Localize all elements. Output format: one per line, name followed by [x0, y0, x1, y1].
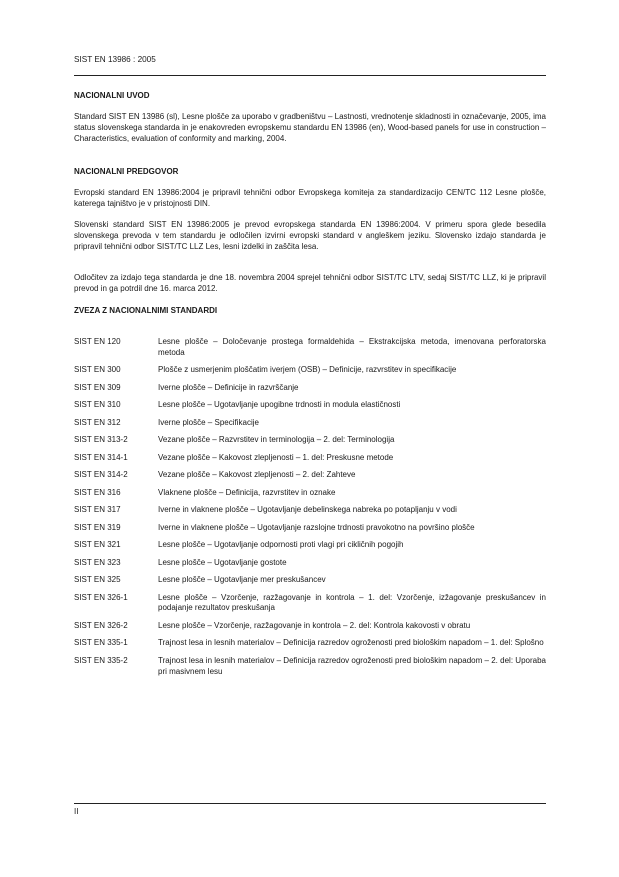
standard-title: Lesne plošče – Ugotavljanje gostote — [158, 557, 287, 567]
standards-table — [74, 337, 546, 684]
standard-code: SIST EN 323 — [74, 557, 121, 567]
standard-code: SIST EN 326-2 — [74, 620, 128, 630]
page-number: II — [74, 807, 79, 816]
standard-code: SIST EN 309 — [74, 382, 121, 392]
table-row — [74, 505, 546, 516]
table-row — [74, 558, 546, 569]
standard-title: Iverne plošče – Definicije in razvrščanje — [158, 382, 299, 392]
header-rule — [74, 75, 546, 76]
table-row — [74, 365, 546, 376]
standard-code: SIST EN 313-2 — [74, 435, 128, 445]
standard-title: Lesne plošče – Ugotavljanje upogibne trdnosti in modula elastičnosti — [158, 400, 401, 410]
footer-rule — [74, 803, 546, 804]
table-row — [74, 383, 546, 394]
heading-nacionalni-uvod: NACIONALNI UVOD — [74, 91, 150, 100]
standard-code: SIST EN 321 — [74, 540, 121, 550]
standard-title: Iverne in vlaknene plošče – Ugotavljanje razslojne trdnosti pravokotno na površino plošče — [158, 522, 475, 532]
standard-code: SIST EN 120 — [74, 337, 121, 346]
standard-code: SIST EN 316 — [74, 487, 121, 497]
standard-title: Iverne in vlaknene plošče – Ugotavljanje debelinskega nabreka po potapljanju v vodi — [158, 505, 457, 515]
running-header: SIST EN 13986 : 2005 — [74, 55, 156, 64]
standard-title: Lesne plošče – Določevanje prostega formaldehida – Ekstrakcijska metoda, imenovana perforatorska metoda — [158, 337, 546, 357]
standard-code: SIST EN 314-1 — [74, 452, 128, 462]
standard-title: Lesne plošče – Ugotavljanje odpornosti proti vlagi pri cikličnih pogojih — [158, 540, 404, 550]
table-row — [74, 337, 546, 359]
heading-nacionalni-predgovor: NACIONALNI PREDGOVOR — [74, 167, 179, 176]
paragraph-predgovor-2: Slovenski standard SIST EN 13986:2005 je prevod evropskega standarda EN 13986:2004. V primeru spora glede besedila slovenskega prevoda v tem standardu je odločilen izvirni evropski standard v angleškem jeziku. Slovensko izdajo standarda je pripravil tehnični odbor SIST/TC LLZ Les, lesni izdelki in zaščita lesa. — [74, 220, 546, 251]
table-row — [74, 540, 546, 551]
table-row — [74, 470, 546, 481]
table-row — [74, 638, 546, 649]
standard-title: Vlaknene plošče – Definicija, razvrstitev in oznake — [158, 487, 336, 497]
table-row — [74, 418, 546, 429]
standard-title: Iverne plošče – Specifikacije — [158, 417, 259, 427]
paragraph-predgovor-1: Evropski standard EN 13986:2004 je pripravil tehnični odbor Evropskega komiteja za standardizacijo CEN/TC 112 Lesne plošče, katerega tajništvo je v pristojnosti DIN. — [74, 188, 546, 208]
table-row — [74, 621, 546, 632]
standard-code: SIST EN 314-2 — [74, 470, 128, 480]
standard-title: Lesne plošče – Vzorčenje, razžagovanje in kontrola – 1. del: Vzorčenje, izžagovanje preskušancev in podajanje rezultatov preskušanja — [158, 592, 546, 613]
table-row — [74, 488, 546, 499]
standard-title: Vezane plošče – Kakovost zlepljenosti – 1. del: Preskusne metode — [158, 452, 394, 462]
table-row — [74, 400, 546, 411]
paragraph-predgovor-3: Odločitev za izdajo tega standarda je dne 18. novembra 2004 sprejel tehnični odbor SIST/TC LTV, sedaj SIST/TC LLZ, ki je pripravil prevod in ga potrdil dne 16. marca 2012. — [74, 273, 546, 293]
standard-title: Lesne plošče – Vzorčenje, razžagovanje in kontrola – 2. del: Kontrola kakovosti v obratu — [158, 620, 471, 630]
table-row — [74, 453, 546, 464]
standard-code: SIST EN 325 — [74, 575, 121, 585]
standard-code: SIST EN 312 — [74, 417, 121, 427]
standard-code: SIST EN 326-1 — [74, 592, 128, 602]
table-row — [74, 656, 546, 678]
standard-title: Lesne plošče – Ugotavljanje mer preskušancev — [158, 575, 326, 585]
standard-code: SIST EN 335-1 — [74, 638, 128, 648]
standard-title: Trajnost lesa in lesnih materialov – Definicija razredov ogroženosti pred biološkim napadom – 1. del: Splošno — [158, 638, 544, 648]
heading-zveza-standardi: ZVEZA Z NACIONALNIMI STANDARDI — [74, 306, 218, 315]
table-row — [74, 435, 546, 446]
standard-code: SIST EN 300 — [74, 365, 121, 375]
standard-code: SIST EN 317 — [74, 505, 121, 515]
standard-title: Vezane plošče – Razvrstitev in terminologija – 2. del: Terminologija — [158, 435, 395, 445]
table-row — [74, 523, 546, 534]
standard-code: SIST EN 319 — [74, 522, 121, 532]
standard-code: SIST EN 310 — [74, 400, 121, 410]
table-row — [74, 575, 546, 586]
standard-code: SIST EN 335-2 — [74, 655, 128, 665]
standard-title: Vezane plošče – Kakovost zlepljenosti – 2. del: Zahteve — [158, 470, 356, 480]
standard-title: Trajnost lesa in lesnih materialov – Definicija razredov ogroženosti pred biološkim napadom – 2. del: Uporaba pri masivnem lesu — [158, 655, 546, 676]
standard-title: Plošče z usmerjenim ploščatim iverjem (OSB) – Definicije, razvrstitev in specifikacije — [158, 365, 457, 375]
table-row — [74, 593, 546, 615]
paragraph-uvod: Standard SIST EN 13986 (sl), Lesne plošče za uporabo v gradbeništvu – Lastnosti, vrednotenje skladnosti in označevanje, 2005, ima status slovenskega standarda in je enakovreden evropskemu standardu EN 13986 (en), Wood-based panels for use in construction – Characteristics, evaluation of conformity and marking, 2004. — [74, 112, 546, 143]
